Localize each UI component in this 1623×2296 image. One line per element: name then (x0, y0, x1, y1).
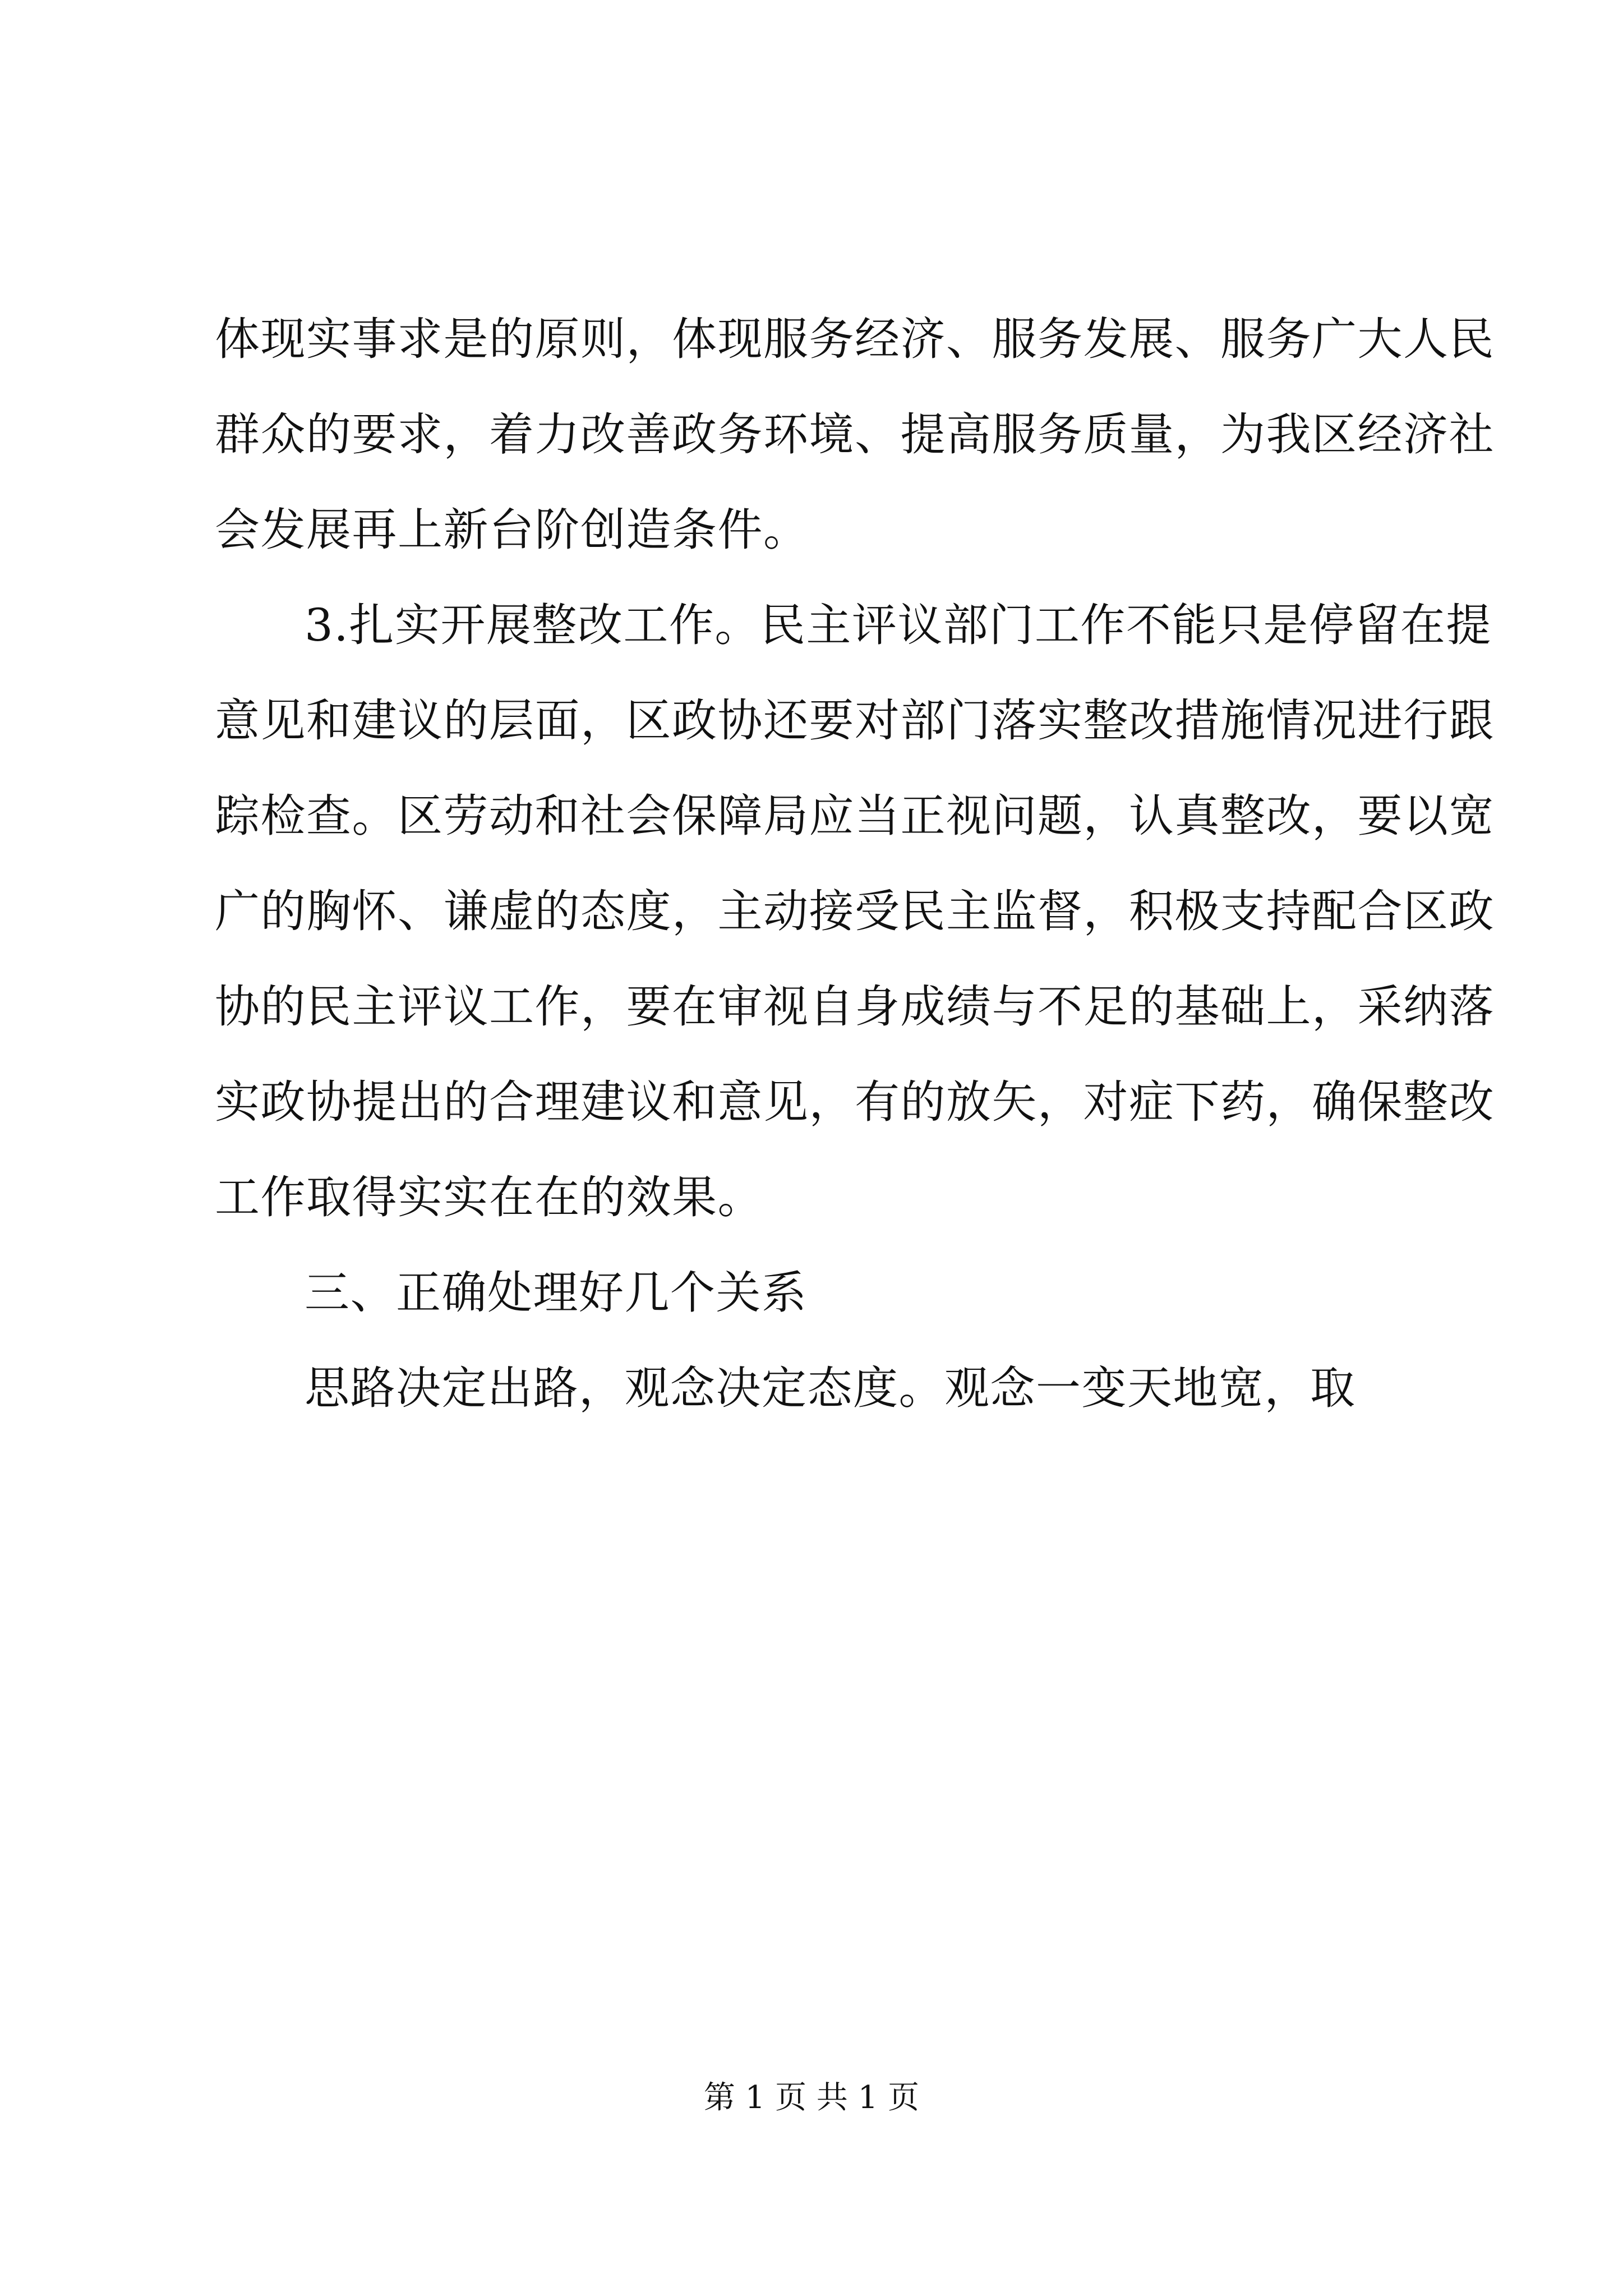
body-text-line: 意见和建议的层面，区政协还要对部门落实整改措施情况进行跟 (215, 694, 1495, 747)
body-text-line: 踪检查。区劳动和社会保障局应当正视问题，认真整改，要以宽 (215, 790, 1495, 842)
body-text-line: 实政协提出的合理建议和意见，有的放矢，对症下药，确保整改 (215, 1076, 1495, 1128)
body-text-line: 群众的要求，着力改善政务环境、提高服务质量，为我区经济社 (215, 408, 1495, 461)
body-text-line: 会发展再上新台阶创造条件。 (215, 504, 809, 556)
body-text-line: 广的胸怀、谦虚的态度，主动接受民主监督，积极支持配合区政 (215, 885, 1495, 937)
body-text-line: 工作取得实实在在的效果。 (215, 1171, 763, 1223)
section-3-first-line: 3.扎实开展整改工作。民主评议部门工作不能只是停留在提 (305, 599, 1492, 651)
page-footer: 第 1 页 共 1 页 (703, 2079, 920, 2116)
body-text-line: 体现实事求是的原则，体现服务经济、服务发展、服务广大人民 (215, 313, 1495, 365)
body-text-line: 协的民主评议工作，要在审视自身成绩与不足的基础上，采纳落 (215, 981, 1495, 1033)
body-text-line: 思路决定出路，观念决定态度。观念一变天地宽，取 (305, 1362, 1356, 1414)
section-heading: 三、正确处理好几个关系 (305, 1267, 808, 1319)
